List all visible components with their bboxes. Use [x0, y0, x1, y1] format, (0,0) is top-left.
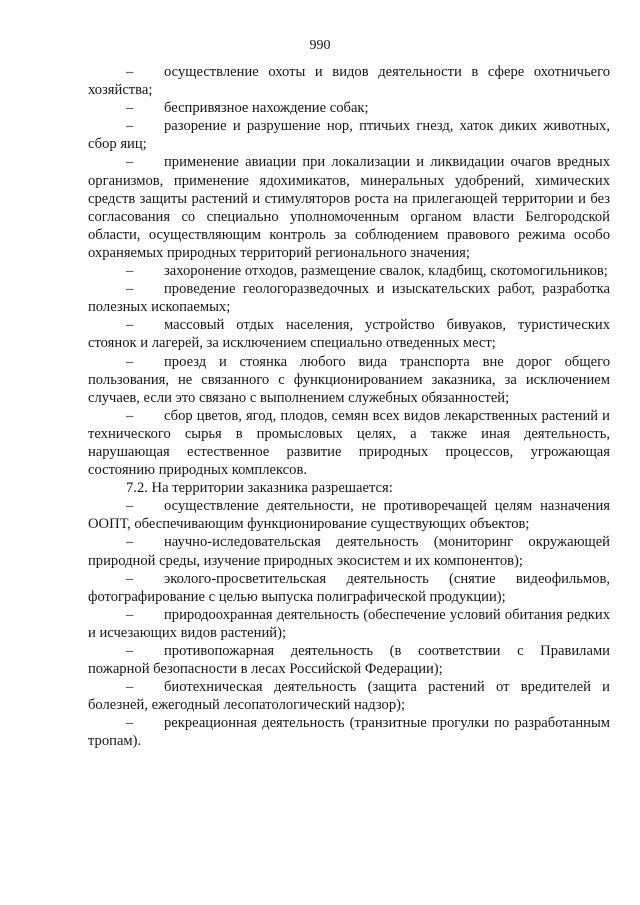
allowed-list-item — [88, 606, 610, 642]
list-item-text: разорение и разрушение нор, птичьих гнезд, хаток диких животных, сбор яиц; — [88, 118, 610, 153]
dash-marker: – — [126, 498, 134, 515]
list-item — [88, 117, 610, 153]
dash-marker: – — [126, 407, 134, 424]
dash-marker: – — [126, 118, 134, 135]
dash-marker: – — [126, 679, 134, 696]
list-item — [88, 153, 610, 262]
list-item — [88, 316, 610, 352]
page-number: 990 — [309, 38, 331, 53]
dash-marker: – — [126, 606, 134, 623]
section-heading: 7.2. На территории заказника разрешается: — [126, 480, 393, 497]
list-item-text: осуществление охоты и видов деятельности в сфере охотничьего хозяйства; — [88, 64, 610, 99]
allowed-list-item — [88, 533, 610, 569]
list-item-text: проезд и стоянка любого вида транспорта вне дорог общего пользования, не связанного с функционированием заказника, за исключением случаев, если это связано с выполнением служебных обязанностей; — [88, 353, 610, 406]
dash-marker: – — [126, 154, 134, 171]
document-body — [88, 63, 610, 751]
list-item-text: проведение геологоразведочных и изыскательских работ, разработка полезных ископаемых; — [88, 281, 610, 316]
dash-marker: – — [126, 263, 134, 280]
allowed-list-item — [88, 570, 610, 606]
list-item — [88, 407, 610, 479]
list-item-text: эколого-просветительская деятельность (снятие видеофильмов, фотографирование с целью выпуска полиграфической продукции); — [88, 570, 610, 605]
list-item-text: осуществление деятельности, не противоречащей целям назначения ООПТ, обеспечивающим функционирование существующих объектов; — [88, 498, 610, 533]
list-item-text: природоохранная деятельность (обеспечение условий обитания редких и исчезающих видов растений); — [88, 606, 610, 641]
list-item-text: применение авиации при локализации и ликвидации очагов вредных организмов, применение ядохимикатов, минеральных удобрений, химических средств защиты растений и стимуляторов роста на прилегающей территории и без согласования со специально уполномоченным органом власти Белгородской области, осуществляющим контроль за соблюдением правового режима особо охраняемых природных территорий регионального значения; — [88, 154, 610, 261]
list-item — [88, 99, 610, 117]
list-item-text: научно-иследовательская деятельность (мониторинг окружающей природной среды, изучение природных экосистем и их компонентов); — [88, 534, 610, 569]
list-item — [88, 63, 610, 99]
allowed-list-item — [88, 642, 610, 678]
list-item — [88, 280, 610, 316]
allowed-list-item — [88, 678, 610, 714]
list-item — [88, 353, 610, 407]
dash-marker: – — [126, 643, 134, 659]
dash-marker: – — [126, 64, 134, 80]
dash-marker: – — [126, 715, 134, 732]
list-item-text: захоронение отходов, размещение свалок, кладбищ, скотомогильников; — [164, 263, 608, 280]
dash-marker: – — [126, 317, 134, 334]
list-item-text: массовый отдых населения, устройство бивуаков, туристических стоянок и лагерей, за исключением специально отведенных мест; — [88, 317, 610, 352]
list-item-text: противопожарная деятельность (в соответствии с Правилами пожарной безопасности в лесах Российской Федерации); — [88, 643, 610, 678]
list-item-text: рекреационная деятельность (транзитные прогулки по разработанным тропам). — [88, 715, 610, 750]
list-item-text: сбор цветов, ягод, плодов, семян всех видов лекарственных растений и технического сырья в промысловых целях, а также иная деятельность, нарушающая естественное развитие природных процессов, угрожающая состоянию природных комплексов. — [88, 407, 610, 479]
dash-marker: – — [126, 353, 134, 370]
dash-marker: – — [126, 100, 134, 117]
list-item-text: беспривязное нахождение собак; — [164, 100, 369, 117]
dash-marker: – — [126, 281, 134, 298]
dash-marker: – — [126, 534, 134, 551]
list-item — [88, 262, 610, 280]
dash-marker: – — [126, 570, 134, 587]
list-item-text: биотехническая деятельность (защита растений от вредителей и болезней, ежегодный лесопатологический надзор); — [88, 679, 610, 714]
allowed-list-item — [88, 497, 610, 533]
allowed-list-item — [88, 714, 610, 750]
